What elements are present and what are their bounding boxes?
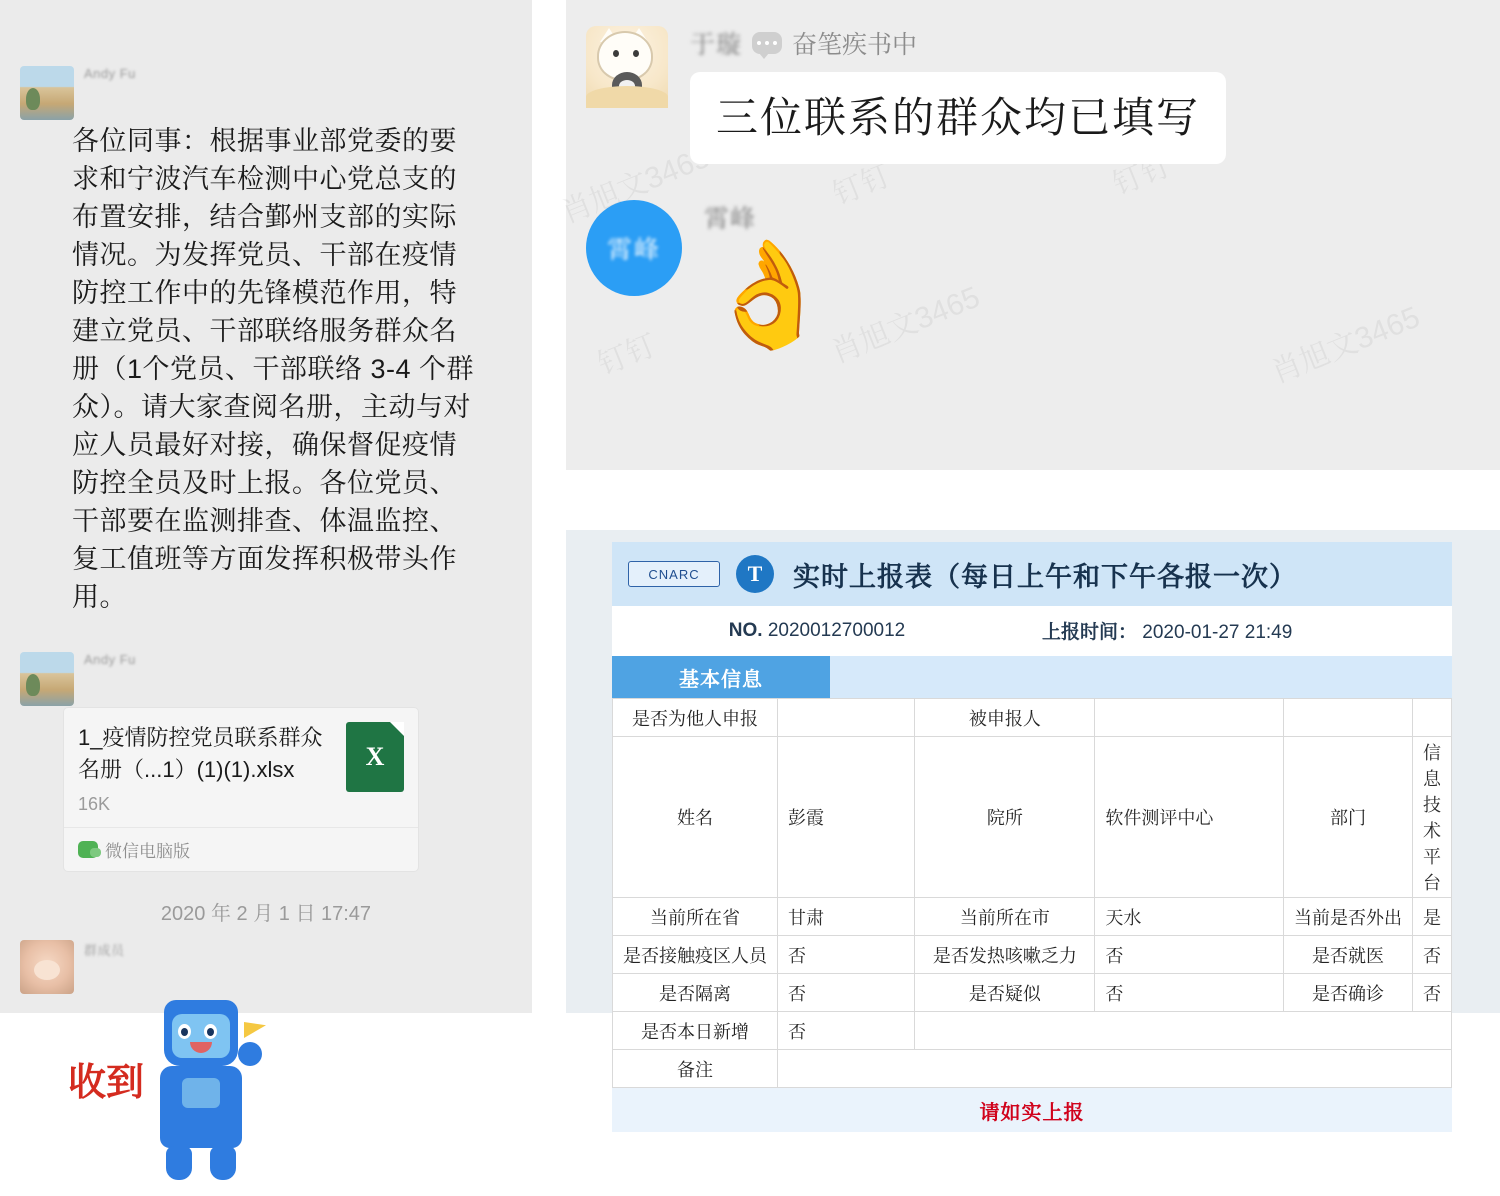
avatar-initials: 霄峰	[606, 236, 661, 264]
report-meta-row	[612, 606, 1452, 656]
avatar[interactable]	[586, 26, 668, 108]
table-row	[613, 936, 1452, 974]
table-cell-value: 否	[778, 936, 915, 974]
mascot-character-icon	[142, 996, 262, 1186]
dt-message-body	[704, 200, 1500, 353]
excel-file-icon	[346, 722, 404, 792]
report-header	[612, 542, 1452, 606]
sender-name: 霄峰	[704, 205, 757, 233]
file-meta	[78, 722, 346, 815]
table-row	[613, 1012, 1452, 1050]
file-size: 16K	[78, 794, 111, 814]
table-row	[613, 898, 1452, 936]
sender-name: 群成员	[84, 943, 125, 958]
message-text: 三位联系的群众均已填写	[690, 72, 1226, 164]
file-name: 1_疫情防控党员联系群众名册（...1）(1)(1).xlsx	[78, 725, 323, 782]
report-time-value: 2020-01-27 21:49	[1142, 622, 1293, 643]
sender-name: Andy Fu	[84, 66, 136, 81]
table-cell-label	[1283, 699, 1412, 737]
dt-message-body	[690, 26, 1500, 164]
table-row	[613, 1050, 1452, 1088]
sticker-text: 收到	[68, 1062, 145, 1104]
table-cell-label: 部门	[1283, 737, 1412, 898]
table-row	[613, 737, 1452, 898]
sender-block	[74, 940, 532, 959]
watermark: 钉钉	[1108, 148, 1177, 202]
report-title: 实时上报表（每日上午和下午各报一次）	[793, 561, 1297, 592]
tab-basic-info[interactable]: 基本信息	[612, 656, 830, 698]
report-table	[612, 698, 1452, 1088]
table-cell-label: 姓名	[613, 737, 778, 898]
dt-message-header	[690, 26, 1500, 60]
dingtalk-chat-panel	[556, 0, 1500, 470]
file-card-top	[64, 708, 418, 827]
table-cell-label: 院所	[915, 737, 1095, 898]
table-cell-label: 当前所在市	[915, 898, 1095, 936]
sender-block	[74, 66, 532, 81]
table-row	[613, 974, 1452, 1012]
report-tab-strip	[612, 656, 1452, 698]
report-panel	[566, 530, 1500, 1124]
report-form	[612, 542, 1452, 1132]
excel-badge-label: X	[365, 742, 385, 771]
table-cell-label: 是否发热咳嗽乏力	[915, 936, 1095, 974]
file-attachment-card[interactable]	[64, 708, 418, 871]
table-cell-label: 是否确诊	[1283, 974, 1412, 1012]
table-cell-label: 是否就医	[1283, 936, 1412, 974]
table-cell-value: 否	[1412, 974, 1451, 1012]
table-cell-label: 被申报人	[915, 699, 1095, 737]
watermark: 肖旭文3465	[1266, 300, 1425, 390]
message-item-sticker	[0, 940, 532, 994]
message-item-file	[0, 626, 532, 706]
report-footer-note: 请如实上报	[612, 1088, 1452, 1132]
table-cell-value: 天水	[1095, 898, 1284, 936]
ok-hand-emoji-icon: 👌	[704, 237, 834, 353]
status-text: 奋笔疾书中	[792, 31, 918, 59]
file-source-row	[64, 827, 418, 871]
dt-message-item	[566, 0, 1500, 164]
table-cell-value: 否	[1095, 974, 1284, 1012]
typing-bubble-icon	[752, 32, 782, 54]
report-time	[1022, 617, 1452, 644]
table-cell-value: 是	[1412, 898, 1451, 936]
table-cell-label: 是否疑似	[915, 974, 1095, 1012]
table-cell-value: 彭霞	[778, 737, 915, 898]
table-cell-value	[915, 1012, 1452, 1050]
message-item	[0, 0, 532, 120]
table-row	[613, 699, 1452, 737]
table-cell-label: 是否隔离	[613, 974, 778, 1012]
avatar[interactable]	[20, 66, 74, 120]
message-text: 各位同事：根据事业部党委的要求和宁波汽车检测中心党总支的布置安排，结合鄞州支部的实际情况。为发挥党员、干部在疫情防控工作中的先锋模范作用，特建立党员、干部联络服务群众名册（1个党员、干部联络 3-4 个群众）。请大家查阅名册，主动与对应人员最好对接，确保督促疫情防控全员及时上报。各位党员、干部要在监测排查、体温监控、复工值班等方面发挥积极带头作用。	[72, 126, 475, 612]
table-cell-value: 否	[778, 1012, 915, 1050]
table-cell-label: 当前是否外出	[1283, 898, 1412, 936]
sender-block	[74, 652, 532, 667]
report-time-label: 上报时间：	[1042, 622, 1138, 643]
wechat-icon	[78, 841, 98, 858]
table-cell-label: 是否接触疫区人员	[613, 936, 778, 974]
table-cell-label: 是否为他人申报	[613, 699, 778, 737]
table-cell-value: 信息技术平台	[1412, 737, 1451, 898]
sender-name: 于璇	[690, 31, 743, 59]
report-no-value: 2020012700012	[767, 619, 906, 641]
table-cell-value	[1095, 699, 1284, 737]
avatar[interactable]	[20, 940, 74, 994]
table-cell-value: 否	[1095, 936, 1284, 974]
report-no-label: NO.	[728, 619, 763, 641]
table-cell-value: 甘肃	[778, 898, 915, 936]
dt-message-header	[704, 200, 1500, 234]
table-cell-label: 备注	[613, 1050, 778, 1088]
wechat-chat-panel	[0, 0, 532, 1104]
table-cell-value	[1412, 699, 1451, 737]
table-cell-value	[778, 699, 915, 737]
file-source-label: 微信电脑版	[105, 842, 190, 861]
table-cell-value	[778, 1050, 1452, 1088]
watermark: 钉钉	[828, 158, 897, 212]
watermark: 肖旭文3465	[556, 140, 715, 230]
report-no	[612, 620, 1022, 642]
watermark: 钉钉	[593, 328, 662, 382]
sender-name: Andy Fu	[84, 652, 136, 667]
dt-message-item-emoji	[566, 164, 1500, 353]
cnarc-logo-icon: CNARC	[628, 561, 720, 587]
sticker-image	[64, 996, 294, 1196]
watermark: 肖旭文3465	[826, 280, 985, 370]
table-cell-value: 否	[1412, 936, 1451, 974]
table-cell-label: 是否本日新增	[613, 1012, 778, 1050]
avatar[interactable]	[20, 652, 74, 706]
table-cell-value: 否	[778, 974, 915, 1012]
avatar[interactable]	[586, 200, 682, 296]
table-cell-value: 软件测评中心	[1095, 737, 1284, 898]
t-logo-icon: T	[736, 555, 774, 593]
chat-timestamp: 2020 年 2 月 1 日 17:47	[160, 903, 372, 925]
table-cell-label: 当前所在省	[613, 898, 778, 936]
